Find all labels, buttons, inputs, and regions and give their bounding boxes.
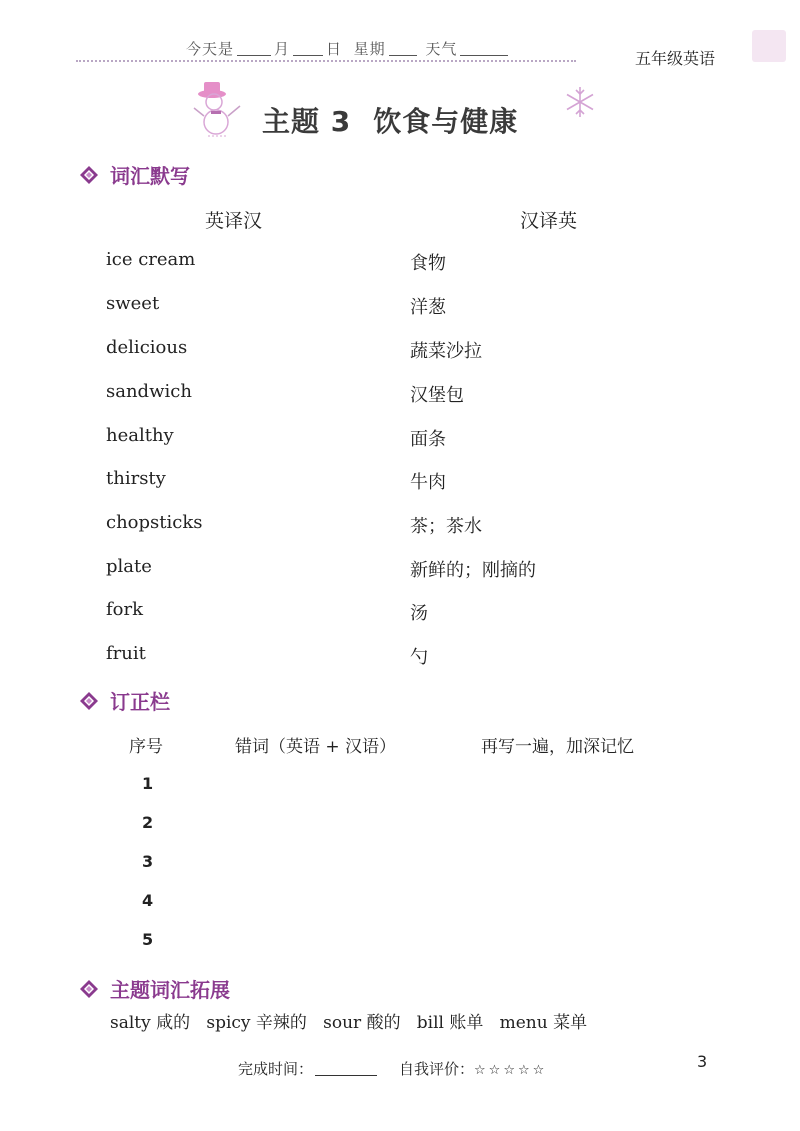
weekday-blank[interactable] [389, 41, 417, 56]
correction-row-number: 2 [142, 813, 154, 832]
extension-section-heading [80, 974, 230, 1003]
footer-bar [238, 1058, 547, 1079]
diamond-icon [80, 166, 98, 184]
vocab-zh-item: 蔬菜沙拉 [410, 341, 482, 362]
month-blank[interactable] [237, 41, 271, 56]
vocab-en-item: sandwich [106, 381, 192, 402]
vocab-zh-item: 茶；茶水 [410, 516, 482, 537]
col-wrong-word: 错词（英语 + 汉语） [235, 737, 397, 757]
correction-row-number: 1 [142, 774, 154, 793]
vocab-zh-item: 洋葱 [410, 297, 446, 318]
page-number: 3 [697, 1052, 708, 1071]
vocab-en-item: ice cream [106, 249, 196, 270]
vocab-zh-item: 汤 [410, 603, 428, 624]
time-blank[interactable] [315, 1063, 377, 1076]
today-label: 今天是 [186, 40, 235, 58]
vocab-en-item: thirsty [106, 468, 166, 489]
month-label: 月 [274, 40, 291, 58]
vocab-zh-item: 新鲜的；刚摘的 [410, 560, 536, 581]
vocab-en-item: plate [106, 556, 152, 577]
vocab-zh-item: 汉堡包 [410, 385, 464, 406]
snowflake-icon [563, 85, 597, 119]
weather-label: 天气 [425, 40, 458, 58]
vocab-section-heading [80, 160, 190, 189]
vocab-en-item: healthy [106, 425, 174, 446]
time-label: 完成时间： [238, 1060, 314, 1078]
vocab-en-item: delicious [106, 337, 188, 358]
topic-number: 主题 3 [262, 105, 352, 138]
extension-heading-text: 主题词汇拓展 [110, 978, 230, 1002]
topic-name: 饮食与健康 [373, 105, 519, 138]
col-serial: 序号 [129, 737, 163, 757]
date-weather-line [186, 38, 511, 59]
grade-label: 五年级英语 [635, 49, 716, 68]
rating-stars[interactable]: ☆☆☆☆☆ [474, 1063, 548, 1078]
day-label: 日 [326, 40, 343, 58]
eval-label: 自我评价： [399, 1060, 475, 1078]
correction-heading-text: 订正栏 [110, 690, 170, 714]
snowman-icon [192, 78, 252, 150]
correction-row-number: 3 [142, 852, 154, 871]
vocab-en-item: fruit [106, 643, 146, 664]
vocab-heading-text: 词汇默写 [110, 164, 190, 188]
corner-decoration [752, 30, 786, 62]
col-zh-to-en: 汉译英 [520, 210, 578, 232]
col-rewrite: 再写一遍，加深记忆 [481, 737, 634, 757]
vocab-en-item: chopsticks [106, 512, 203, 533]
vocab-zh-item: 面条 [410, 429, 446, 450]
weekday-label: 星期 [353, 40, 386, 58]
correction-section-heading [80, 686, 170, 715]
extension-vocab-line: salty 咸的 spicy 辛辣的 sour 酸的 bill 账单 menu 菜单 [110, 1013, 588, 1033]
day-blank[interactable] [293, 41, 323, 56]
vocab-zh-item: 牛肉 [410, 472, 446, 493]
correction-row-number: 5 [142, 930, 154, 949]
diamond-icon [80, 692, 98, 710]
vocab-zh-item: 食物 [410, 253, 446, 274]
header-dotted-divider [76, 60, 576, 62]
weather-blank[interactable] [460, 41, 508, 56]
col-en-to-zh: 英译汉 [205, 210, 263, 232]
vocab-en-item: fork [106, 599, 144, 620]
vocab-en-item: sweet [106, 293, 160, 314]
diamond-icon [80, 980, 98, 998]
page-title [262, 100, 518, 140]
correction-row-number: 4 [142, 891, 154, 910]
vocab-zh-item: 勺 [410, 647, 428, 668]
